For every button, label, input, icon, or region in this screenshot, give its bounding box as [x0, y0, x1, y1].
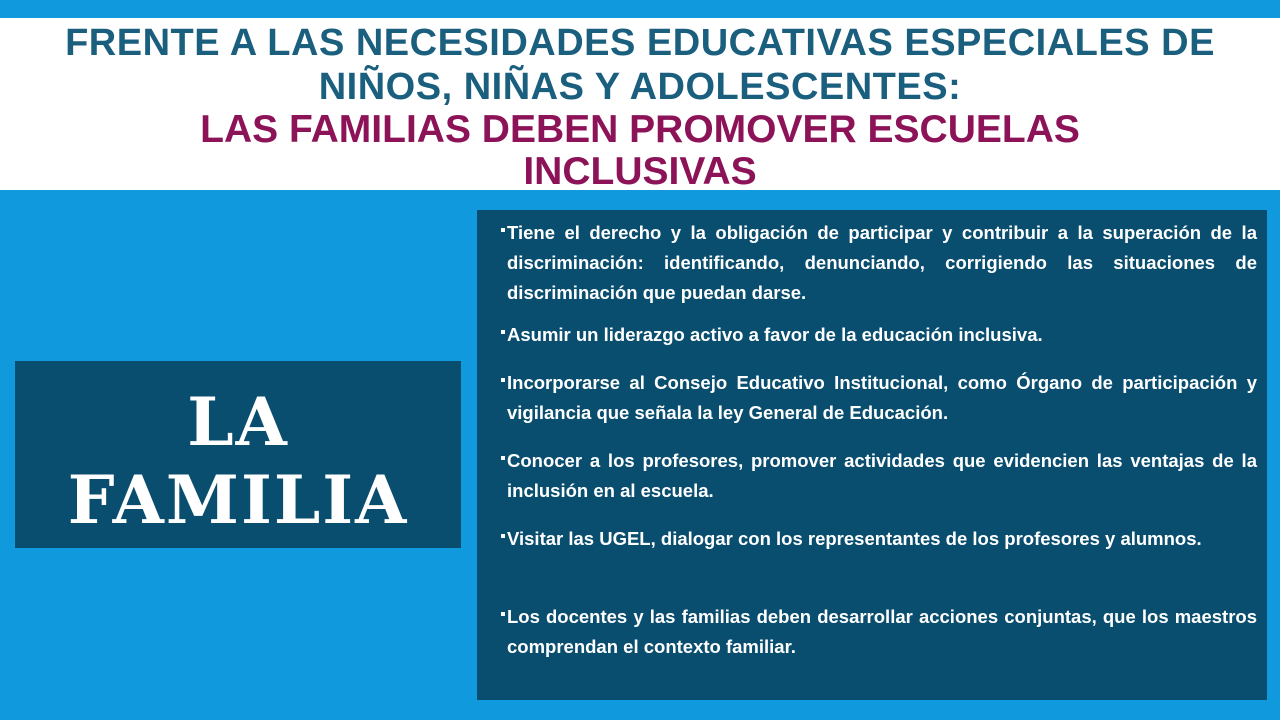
title-panel: [0, 18, 1280, 193]
bullet-icon: [501, 228, 505, 232]
family-label-line-1: LA: [187, 383, 289, 461]
family-label: [15, 383, 461, 539]
list-item-text: Asumir un liderazgo activo a favor de la educación inclusiva.: [507, 324, 1043, 345]
title-line-2: NIÑOS, NIÑAS Y ADOLESCENTES:: [318, 66, 962, 108]
bullet-icon: [501, 612, 505, 616]
subtitle-line-2: INCLUSIVAS: [523, 150, 757, 193]
family-label-line-2: FAMILIA: [67, 461, 409, 539]
top-accent-band: [0, 0, 1280, 18]
list-item-text: Los docentes y las familias deben desarrollar acciones conjuntas, que los maestros comprendan el contexto familiar.: [507, 606, 1257, 657]
list-item-text: Incorporarse al Consejo Educativo Institucional, como Órgano de participación y vigilancia que señala la ley General de Educación.: [507, 372, 1257, 423]
title-line-1: FRENTE A LAS NECESIDADES EDUCATIVAS ESPECIALES DE: [65, 22, 1215, 64]
content-panel: [477, 210, 1267, 700]
family-label-box: [15, 361, 461, 548]
list-item-text: Visitar las UGEL, dialogar con los representantes de los profesores y alumnos.: [507, 528, 1202, 549]
bullet-icon: [501, 456, 505, 460]
list-item-text: Tiene el derecho y la obligación de participar y contribuir a la superación de la discriminación: identificando, denunciando, corrigiendo las situaciones de discriminación que puedan darse.: [507, 222, 1257, 303]
bullet-icon: [501, 330, 505, 334]
bullet-icon: [501, 378, 505, 382]
subtitle-line-1: LAS FAMILIAS DEBEN PROMOVER ESCUELAS: [200, 108, 1080, 151]
list-item-text: Conocer a los profesores, promover actividades que evidencien las ventajas de la inclusión en al escuela.: [507, 450, 1257, 501]
bullet-icon: [501, 534, 505, 538]
